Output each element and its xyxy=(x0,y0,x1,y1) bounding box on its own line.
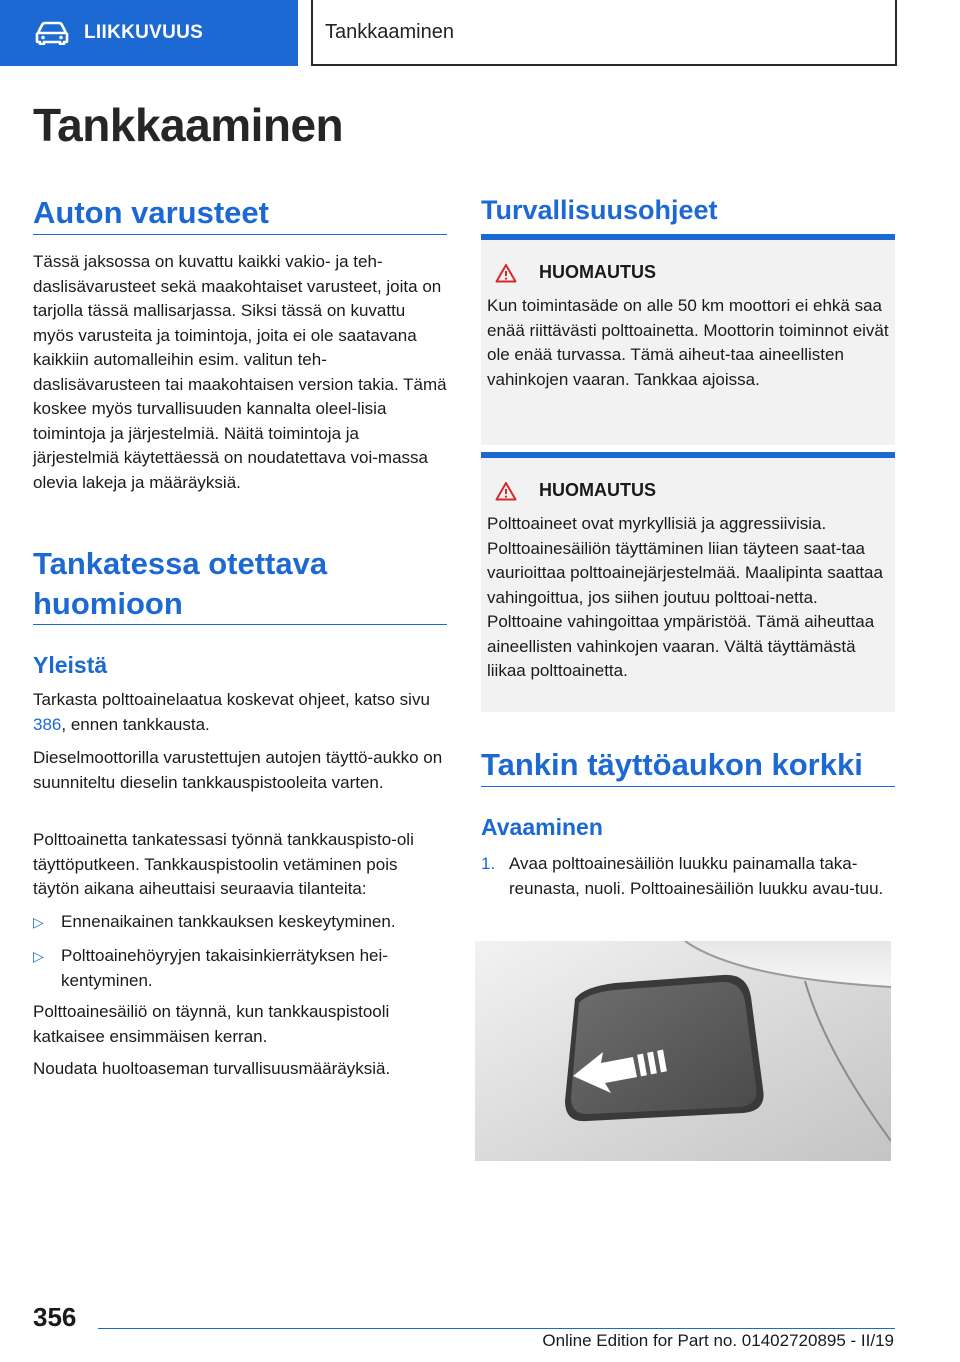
step-text: Avaa polttoainesäiliön luukku painamalla taka-reunasta, nuoli. Polttoainesäiliön luukku avau-tuu. xyxy=(509,854,884,898)
text: Tarkasta polttoainelaatua koskevat ohjeet, katso sivu xyxy=(33,690,430,709)
edition-text: Online Edition for Part no. 01402720895 - II/19 xyxy=(542,1331,894,1350)
equipment-paragraph: Tässä jaksossa on kuvattu kaikki vakio- ja teh-daslisävarusteet sekä maakohtaiset varusteet, joita on tarjolla tässä mallisarjassa. Siksi tässä on kuvattu myös varusteita ja toimintoja, joita ei ole saatavana kaikkiin automalleihin esim. valitun teh-daslisävarusteen tai maakohtaisen version takia. Tämä koskee myös turvallisuuden kannalta oleel-lisia toimintoja ja järjestelmiä. Näitä toimintoja ja järjestelmiä käytettäessä on noudatettava voi-massa olevia lakeja ja määräyksiä. xyxy=(33,252,447,492)
subheading-general: Yleistä xyxy=(33,652,108,678)
section-label: LIIKKUVUUS xyxy=(84,22,204,43)
nozzle-paragraph: Polttoainetta tankatessasi työnnä tankkauspisto-oli täyttöputkeen. Tankkauspistoolin vetäminen pois täytön aikana aiheuttaisi seuraavia tilanteita: xyxy=(33,830,414,898)
heading-safety: Turvallisuusohjeet xyxy=(481,195,718,225)
list-item-text: Ennenaikainen tankkauksen keskeytyminen. xyxy=(61,912,396,931)
breadcrumb-label: Tankkaaminen xyxy=(325,20,454,43)
heading-rule xyxy=(481,786,895,787)
footer-rule xyxy=(98,1328,895,1329)
safety-rules-paragraph: Noudata huoltoaseman turvallisuusmääräyksiä. xyxy=(33,1059,391,1078)
note-header xyxy=(495,262,656,283)
car-icon xyxy=(34,21,70,45)
fuel-quality-paragraph xyxy=(33,688,447,737)
note-text: Polttoaineet ovat myrkyllisiä ja aggressiivisia. Polttoainesäiliön täyttäminen liian täyteen saat-taa vaurioittaa polttoainejärjestelmää. Maalipinta saattaa vahingoittua, jos siihen joutuu polttoai-netta. Polttoaine vahingoittaa ympäristöä. Tämä aiheuttaa aineellisten vahinkojen vaaran. Vältä täyttämästä liikaa polttoainetta. xyxy=(487,514,883,680)
fuel-flap-illustration xyxy=(475,941,891,1161)
note-label: HUOMAUTUS xyxy=(539,480,656,500)
note-label: HUOMAUTUS xyxy=(539,262,656,282)
warning-triangle-icon xyxy=(495,263,517,283)
diesel-paragraph: Dieselmoottorilla varustettujen autojen täyttö-aukko on suunniteltu dieselin tankkauspistooleita varten. xyxy=(33,748,443,792)
tank-full-paragraph: Polttoainesäiliö on täynnä, kun tankkauspistooli katkaisee ensimmäisen kerran. xyxy=(33,1002,390,1046)
page-title: Tankkaaminen xyxy=(33,99,344,151)
warning-triangle-icon xyxy=(495,481,517,501)
warning-note xyxy=(481,234,895,445)
heading-refuel-notes: Tankatessa otettava huomioon xyxy=(33,546,328,621)
warning-note xyxy=(481,452,895,712)
triangle-bullet-icon: ▷ xyxy=(33,914,44,930)
section-tab[interactable] xyxy=(0,0,298,66)
note-header xyxy=(495,480,656,501)
heading-rule xyxy=(33,234,447,235)
page-link[interactable]: 386 xyxy=(33,714,62,734)
breadcrumb[interactable] xyxy=(311,0,897,66)
note-text: Kun toimintasäde on alle 50 km moottori ei ehkä saa enää riittävästi polttoainetta. Moottorin toiminnot eivät ole enää turvassa. Tämä aiheut-taa aineellisten vahinkojen vaaran. Tankkaa ajoissa. xyxy=(487,296,889,389)
heading-equipment: Auton varusteet xyxy=(33,195,269,230)
triangle-bullet-icon: ▷ xyxy=(33,948,44,964)
page-number: 356 xyxy=(33,1302,77,1332)
step-number: 1. xyxy=(481,854,496,873)
list-item-text: Polttoainehöyryjen takaisinkierrätyksen hei-kentyminen. xyxy=(61,946,388,990)
heading-rule xyxy=(33,624,447,625)
text: , ennen tankkausta. xyxy=(61,714,210,734)
subheading-opening: Avaaminen xyxy=(481,814,603,840)
heading-fuel-cap: Tankin täyttöaukon korkki xyxy=(481,747,863,782)
